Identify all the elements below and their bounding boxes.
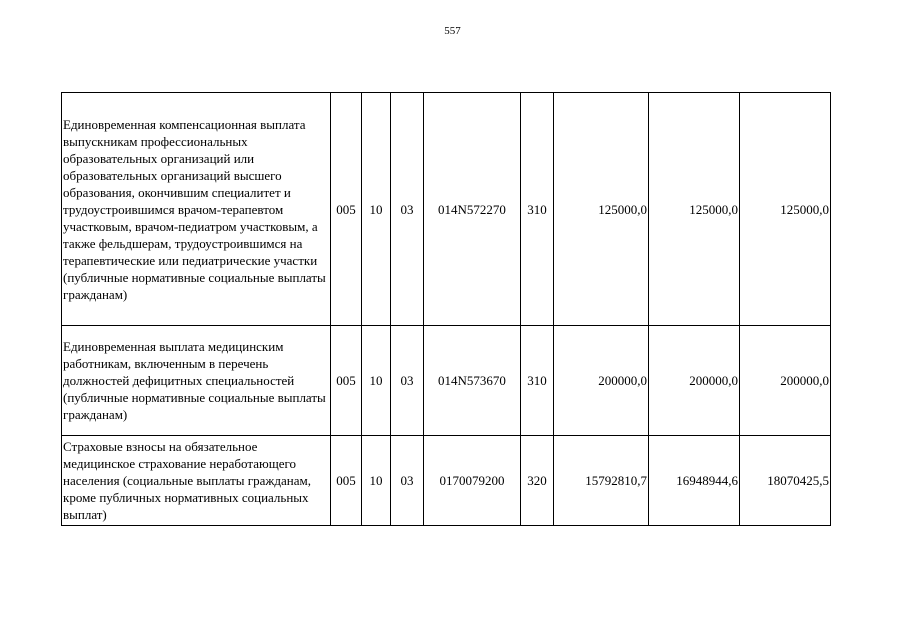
section-code: 10	[362, 93, 391, 326]
amount-year-1: 200000,0	[554, 326, 649, 436]
amount-year-2: 200000,0	[649, 326, 740, 436]
row-description: Единовременная выплата медицинским работникам, включенным в перечень должностей дефицитных специальностей (публичные нормативные социальные выплаты гражданам)	[62, 326, 331, 436]
page-number: 557	[444, 25, 461, 37]
row-description: Единовременная компенсационная выплата выпускникам профессиональных образовательных организаций или образовательных организаций высшего образования, окончившим специалитет и трудоустроившимся врачом-терапевтом участковым, врачом-педиатром участковым, а также фельдшерам, трудоустроившимся на терапевтические или педиатрические участки (публичные нормативные социальные выплаты гражданам)	[62, 93, 331, 326]
target-article-code: 014N572270	[424, 93, 521, 326]
table-row	[62, 326, 831, 436]
expense-type-code: 320	[521, 436, 554, 526]
table-row	[62, 436, 831, 526]
expense-type-code: 310	[521, 326, 554, 436]
row-description: Страховые взносы на обязательное медицинское страхование неработающего населения (социальные выплаты гражданам, кроме публичных нормативных социальных выплат)	[62, 436, 331, 526]
target-article-code: 014N573670	[424, 326, 521, 436]
subsection-code: 03	[391, 326, 424, 436]
ministry-code: 005	[331, 436, 362, 526]
amount-year-3: 18070425,5	[740, 436, 831, 526]
amount-year-1: 15792810,7	[554, 436, 649, 526]
ministry-code: 005	[331, 93, 362, 326]
ministry-code: 005	[331, 326, 362, 436]
amount-year-1: 125000,0	[554, 93, 649, 326]
table-row	[62, 93, 831, 326]
section-code: 10	[362, 326, 391, 436]
section-code: 10	[362, 436, 391, 526]
budget-table	[61, 92, 831, 526]
subsection-code: 03	[391, 93, 424, 326]
amount-year-3: 200000,0	[740, 326, 831, 436]
amount-year-2: 16948944,6	[649, 436, 740, 526]
amount-year-3: 125000,0	[740, 93, 831, 326]
target-article-code: 0170079200	[424, 436, 521, 526]
subsection-code: 03	[391, 436, 424, 526]
expense-type-code: 310	[521, 93, 554, 326]
amount-year-2: 125000,0	[649, 93, 740, 326]
